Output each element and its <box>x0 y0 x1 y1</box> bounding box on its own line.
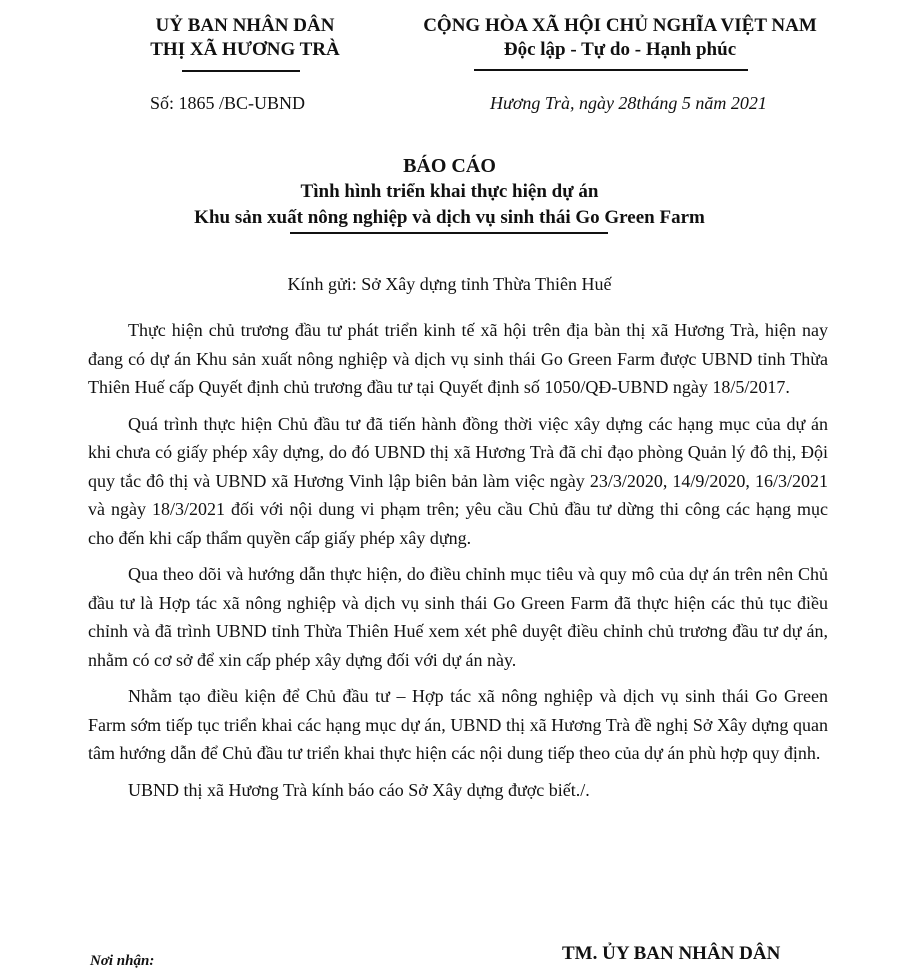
agency-line-2: THỊ XÃ HƯƠNG TRÀ <box>150 39 340 60</box>
nation-line-2: Độc lập - Tự do - Hạnh phúc <box>503 39 737 60</box>
place-date: Hương Trà, ngày 28tháng 5 năm 2021 <box>490 93 767 113</box>
agency-line-1: UỶ BAN NHÂN DÂN <box>155 15 335 36</box>
title-underline <box>290 232 608 234</box>
national-motto <box>385 14 855 62</box>
paragraph-5: UBND thị xã Hương Trà kính báo cáo Sở Xây dựng được biết./. <box>128 779 590 800</box>
paragraph-3: Qua theo dõi và hướng dẫn thực hiện, do điều chỉnh mục tiêu và quy mô của dự án trên nên Chủ đầu tư là Hợp tác xã nông nghiệp và dịch vụ sinh thái Go Green Farm đã thực hiện các thủ tục điều chỉnh và đã trình UBND tỉnh Thừa Thiên Huế xem xét phê duyệt điều chỉnh chủ trương đầu tư dự án, nhằm có cơ sở để xin cấp phép xây dựng đối với dự án này. <box>88 564 828 670</box>
paragraph-4: Nhằm tạo điều kiện để Chủ đầu tư – Hợp tác xã nông nghiệp và dịch vụ sinh thái Go Green Farm sớm tiếp tục triển khai các hạng mục dự án, UBND thị xã Hương Trà đề nghị Sở Xây dựng quan tâm hướng dẫn để Chủ đầu tư triển khai thực hiện các nội dung tiếp theo của dự án phù hợp quy định. <box>88 686 828 763</box>
issuing-agency <box>100 14 390 62</box>
report-title <box>0 153 899 231</box>
report-subject-line-1: Tình hình triển khai thực hiện dự án <box>300 181 599 202</box>
report-subject-line-2: Khu sản xuất nông nghiệp và dịch vụ sinh thái Go Green Farm <box>194 207 705 228</box>
nation-line-1: CỘNG HÒA XÃ HỘI CHỦ NGHĨA VIỆT NAM <box>423 15 817 36</box>
paragraph-2: Quá trình thực hiện Chủ đầu tư đã tiến hành đồng thời việc xây dựng các hạng mục của dự án khi chưa có giấy phép xây dựng, do đó UBND thị xã Hương Trà đã chỉ đạo phòng Quản lý đô thị, Đội quy tắc đô thị và UBND xã Hương Vinh lập biên bản làm việc ngày 23/3/2020, 14/9/2020, 16/3/2021 và ngày 18/3/2021 đối với nội dung vi phạm trên; yêu cầu Chủ đầu tư dừng thi công các hạng mục cho đến khi cấp thẩm quyền cấp giấy phép xây dựng. <box>88 413 828 548</box>
recipients-label: Nơi nhận: <box>90 953 155 969</box>
document-number: Số: 1865 /BC-UBND <box>150 93 306 113</box>
report-type: BÁO CÁO <box>403 155 496 177</box>
agency-underline <box>182 70 300 72</box>
signature-title: TM. ỦY BAN NHÂN DÂN <box>562 943 781 964</box>
motto-underline <box>474 69 748 71</box>
paragraph-1: Thực hiện chủ trương đầu tư phát triển kinh tế xã hội trên địa bàn thị xã Hương Trà, hiện nay đang có dự án Khu sản xuất nông nghiệp và dịch vụ sinh thái Go Green Farm được UBND tỉnh Thừa Thiên Huế cấp Quyết định chủ trương đầu tư tại Quyết định số 1050/QĐ-UBND ngày 18/5/2017. <box>88 320 828 397</box>
report-body <box>88 316 828 812</box>
recipient-line: Kính gửi: Sở Xây dựng tỉnh Thừa Thiên Huế <box>287 274 612 294</box>
